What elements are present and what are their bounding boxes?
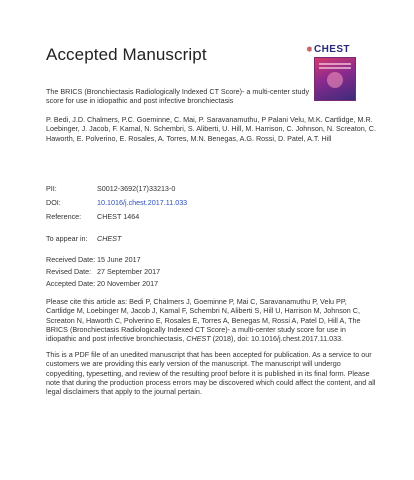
page-title: Accepted Manuscript bbox=[46, 45, 207, 64]
citation-paragraph bbox=[46, 297, 376, 343]
logo-text: CHEST bbox=[314, 44, 350, 55]
logo-mark-icon: ❅ bbox=[306, 45, 313, 54]
appear-value: CHEST bbox=[97, 234, 122, 243]
journal-cover-image bbox=[314, 57, 356, 101]
received-label: Received Date: bbox=[46, 255, 96, 264]
received-value: 15 June 2017 bbox=[97, 255, 141, 264]
pii-label: PII: bbox=[46, 184, 57, 193]
appear-label: To appear in: bbox=[46, 234, 88, 243]
manuscript-notice: This is a PDF file of an unedited manuscript that has been accepted for publication. As a service to our customers we are providing this early version of the manuscript. The manuscript will undergo copyediting, typesetting, and review of the resulting proof before it is published in its final form. Please note that during the production process errors may be discovered which could affect the content, and all legal disclaimers that apply to the journal pertain. bbox=[46, 350, 376, 397]
article-title: The BRICS (Bronchiectasis Radiologically Indexed CT Score)- a multi-center study score for use in idiopathic and post infective bronchiectasis bbox=[46, 87, 310, 106]
citation-journal: CHEST bbox=[186, 334, 211, 344]
doi-label: DOI: bbox=[46, 198, 61, 207]
author-list: P. Bedi, J.D. Chalmers, P.C. Goeminne, C. Mai, P. Saravanamuthu, P Palani Velu, M.K. Cartlidge, M.R. Loebinger, J. Jacob, F. Kamal, N. Schembri, S. Aliberti, U. Hill, M. Harrison, C. Johnson, N. Screaton, C. Haworth, E. Polverino, E. Rosales, A. Torres, M.N. Benegas, A.G. Rossi, D. Patel, A.T. Hill bbox=[46, 115, 376, 143]
citation-tail: (2018), doi: 10.1016/j.chest.2017.11.033. bbox=[210, 334, 344, 344]
pii-value: S0012-3692(17)33213-0 bbox=[97, 184, 176, 193]
revised-label: Revised Date: bbox=[46, 267, 92, 276]
reference-value: CHEST 1464 bbox=[97, 212, 140, 221]
revised-value: 27 September 2017 bbox=[97, 267, 161, 276]
doi-link[interactable]: 10.1016/j.chest.2017.11.033 bbox=[97, 198, 188, 207]
accepted-label: Accepted Date: bbox=[46, 279, 96, 288]
citation-lead: Please cite this article as: Bedi P, Chalmers J, Goeminne P, Mai C, Saravanamuthu P, Velu PP, Cartlidge M, Loebinger M, Jacob J, Kamal F, Schembri N, Aliberti S, Hill U, Harrison M, Johnson C, Screaton N, Haworth C, Polverino E, Rosales E, Torres A, Benegas M, Rossi A, Patel D, Hill A, The BRICS (Bronchiectasis Radiologically Indexed CT Score)- a multi-center study score for use in idiopathic and post infective bronchiectasis, bbox=[46, 297, 361, 344]
accepted-value: 20 November 2017 bbox=[97, 279, 159, 288]
journal-logo bbox=[306, 44, 368, 100]
reference-label: Reference: bbox=[46, 212, 82, 221]
